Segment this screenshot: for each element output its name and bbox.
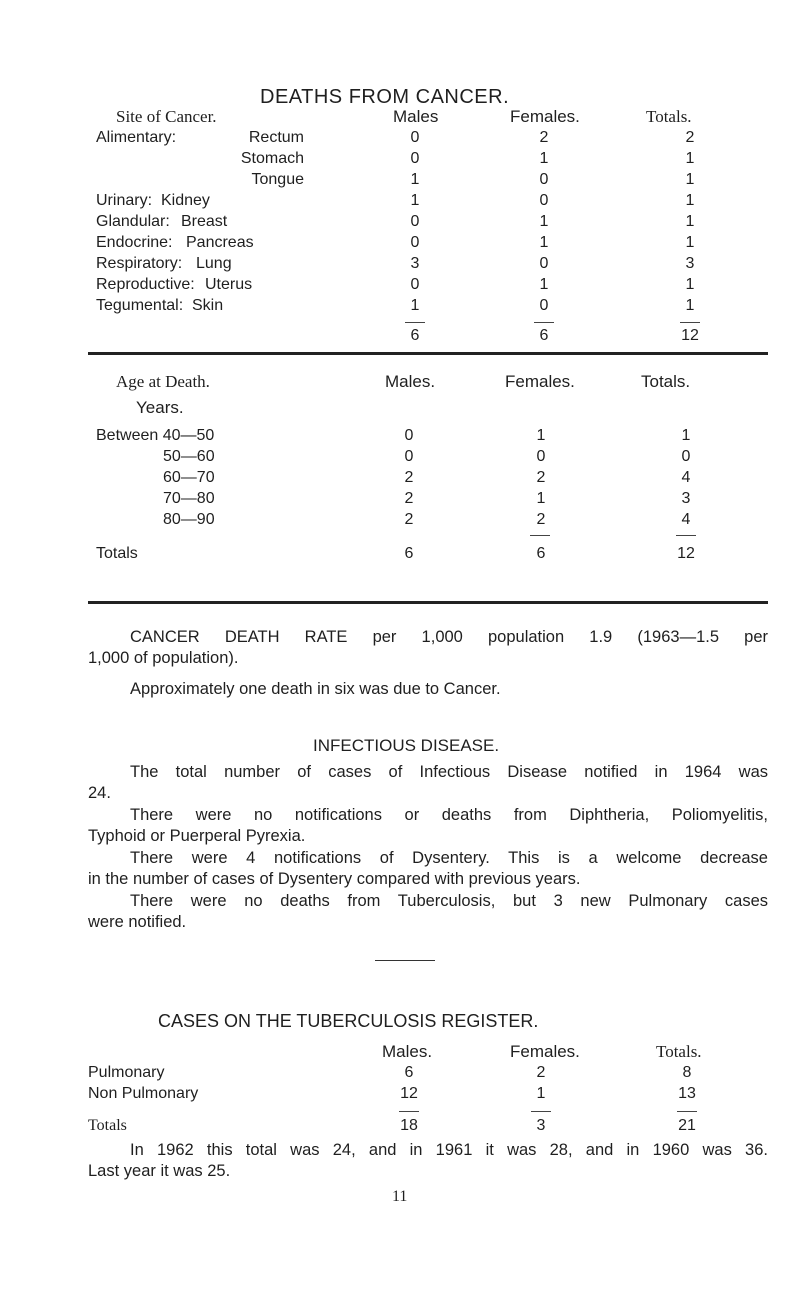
cancer-total-females: 6 bbox=[539, 327, 549, 344]
age-row-totals: 4 bbox=[681, 469, 691, 486]
cancer-row-site: Breast bbox=[181, 213, 228, 230]
cancer-row-totals: 1 bbox=[685, 150, 695, 167]
cancer-row-females: 1 bbox=[539, 150, 549, 167]
infectious-p1-line2: 24. bbox=[88, 784, 111, 802]
infectious-p3-line1: There were 4 notifications of Dysentery. This is a welcome decrease bbox=[130, 849, 768, 867]
cancer-row-site: Uterus bbox=[205, 276, 253, 293]
tb-row-label: Non Pulmonary bbox=[88, 1085, 199, 1102]
cancer-row-totals: 1 bbox=[685, 192, 695, 209]
tb-title: CASES ON THE TUBERCULOSIS REGISTER. bbox=[158, 1011, 539, 1031]
tb-note bbox=[88, 1140, 768, 1182]
age-row-females: 0 bbox=[536, 448, 546, 465]
cancer-header-totals: Totals. bbox=[646, 107, 692, 126]
section-divider bbox=[88, 601, 768, 604]
total-rule bbox=[534, 322, 554, 323]
age-row-males: 2 bbox=[404, 511, 414, 528]
cancer-total-totals: 12 bbox=[681, 327, 699, 344]
cancer-row-site: Kidney bbox=[161, 192, 210, 209]
cancer-row-totals: 1 bbox=[685, 234, 695, 251]
tb-row-totals: 13 bbox=[678, 1085, 696, 1102]
total-rule bbox=[530, 535, 550, 536]
cancer-row-females: 2 bbox=[539, 129, 549, 146]
cancer-row-totals: 3 bbox=[685, 255, 695, 272]
total-rule bbox=[531, 1111, 551, 1112]
age-total-females: 6 bbox=[536, 545, 546, 562]
cancer-row-females: 0 bbox=[539, 192, 549, 209]
age-row-totals: 3 bbox=[681, 490, 691, 507]
cancer-row-group: Alimentary: bbox=[96, 129, 177, 146]
cancer-row-males: 0 bbox=[410, 276, 420, 293]
tb-header-males: Males. bbox=[382, 1042, 433, 1061]
cancer-row-males: 0 bbox=[410, 150, 420, 167]
cancer-row-males: 1 bbox=[410, 297, 420, 314]
infectious-p1-line1: The total number of cases of Infectious Disease notified in 1964 was bbox=[130, 763, 768, 781]
tb-row-females: 2 bbox=[536, 1064, 546, 1081]
cancer-header-site: Site of Cancer. bbox=[116, 107, 217, 126]
cancer-row-group: Tegumental: bbox=[96, 297, 184, 314]
infectious-p4-line2: were notified. bbox=[88, 913, 187, 931]
total-rule bbox=[677, 1111, 697, 1112]
cancer-row-males: 3 bbox=[410, 255, 420, 272]
cancer-title: DEATHS FROM CANCER. bbox=[260, 86, 510, 108]
cancer-row-totals: 2 bbox=[685, 129, 695, 146]
cancer-row-group: Glandular: bbox=[96, 213, 170, 230]
infectious-paragraph-3 bbox=[88, 848, 768, 890]
age-total-totals: 12 bbox=[677, 545, 695, 562]
age-subheader-years: Years. bbox=[136, 398, 184, 417]
cancer-header-males: Males bbox=[393, 107, 439, 126]
cancer-row-site: Lung bbox=[196, 255, 232, 272]
tb-total-totals: 21 bbox=[678, 1117, 696, 1134]
cancer-row-males: 1 bbox=[410, 192, 420, 209]
cancer-row-females: 1 bbox=[539, 213, 549, 230]
cancer-rate-line1: CANCER DEATH RATE per 1,000 population 1.9 (1963—1.5 per bbox=[130, 628, 768, 646]
age-row-label: Between 40—50 bbox=[96, 427, 215, 444]
cancer-header-females: Females. bbox=[510, 107, 580, 126]
infectious-title: INFECTIOUS DISEASE. bbox=[313, 736, 500, 755]
age-row-females: 2 bbox=[536, 511, 546, 528]
cancer-row-group: Respiratory: bbox=[96, 255, 183, 272]
age-header-totals: Totals. bbox=[641, 372, 691, 391]
infectious-paragraph-1 bbox=[88, 762, 768, 804]
cancer-row-males: 1 bbox=[410, 171, 420, 188]
cancer-row-group: Urinary: bbox=[96, 192, 153, 209]
cancer-rate-line2: 1,000 of population). bbox=[88, 649, 239, 667]
short-divider bbox=[375, 960, 435, 961]
approx-sentence: Approximately one death in six was due to Cancer. bbox=[130, 680, 501, 698]
page-number: 11 bbox=[392, 1188, 408, 1205]
tb-row-males: 6 bbox=[404, 1064, 414, 1081]
cancer-row-females: 0 bbox=[539, 297, 549, 314]
age-row-totals: 1 bbox=[681, 427, 691, 444]
age-row-label: 80—90 bbox=[163, 511, 215, 528]
infectious-paragraph-2 bbox=[88, 805, 768, 847]
age-total-label: Totals bbox=[96, 545, 138, 562]
cancer-total-males: 6 bbox=[410, 327, 420, 344]
cancer-row-totals: 1 bbox=[685, 297, 695, 314]
age-header-label: Age at Death. bbox=[116, 372, 210, 391]
total-rule bbox=[399, 1111, 419, 1112]
tb-note-line1: In 1962 this total was 24, and in 1961 it was 28, and in 1960 was 36. bbox=[130, 1141, 768, 1159]
age-row-label: 60—70 bbox=[163, 469, 215, 486]
tb-row-label: Pulmonary bbox=[88, 1064, 165, 1081]
tb-header-totals: Totals. bbox=[656, 1042, 702, 1061]
infectious-p2-line1: There were no notifications or deaths from Diphtheria, Poliomyelitis, bbox=[130, 806, 768, 824]
age-row-totals: 4 bbox=[681, 511, 691, 528]
tb-total-females: 3 bbox=[536, 1117, 546, 1134]
tb-note-line2: Last year it was 25. bbox=[88, 1162, 231, 1180]
cancer-row-females: 0 bbox=[539, 171, 549, 188]
infectious-paragraph-4 bbox=[88, 891, 768, 933]
tb-row-females: 1 bbox=[536, 1085, 546, 1102]
cancer-row-males: 0 bbox=[410, 213, 420, 230]
cancer-row-site: Skin bbox=[192, 297, 224, 314]
infectious-p3-line2: in the number of cases of Dysentery compared with previous years. bbox=[88, 870, 581, 888]
cancer-rate-paragraph bbox=[88, 627, 768, 669]
tb-row-males: 12 bbox=[400, 1085, 418, 1102]
age-row-males: 0 bbox=[404, 448, 414, 465]
age-row-males: 2 bbox=[404, 490, 414, 507]
cancer-row-site: Tongue bbox=[251, 171, 304, 188]
cancer-row-totals: 1 bbox=[685, 276, 695, 293]
age-total-males: 6 bbox=[404, 545, 414, 562]
cancer-row-totals: 1 bbox=[685, 213, 695, 230]
age-row-label: 70—80 bbox=[163, 490, 215, 507]
age-row-males: 0 bbox=[404, 427, 414, 444]
age-row-females: 1 bbox=[536, 490, 546, 507]
cancer-row-females: 1 bbox=[539, 234, 549, 251]
total-rule bbox=[405, 322, 425, 323]
total-rule bbox=[680, 322, 700, 323]
age-row-females: 2 bbox=[536, 469, 546, 486]
total-rule bbox=[676, 535, 696, 536]
cancer-row-site: Rectum bbox=[248, 129, 304, 146]
cancer-row-site: Stomach bbox=[240, 150, 304, 167]
cancer-row-females: 0 bbox=[539, 255, 549, 272]
section-divider bbox=[88, 352, 768, 355]
age-header-males: Males. bbox=[385, 372, 436, 391]
cancer-row-totals: 1 bbox=[685, 171, 695, 188]
cancer-row-site: Pancreas bbox=[186, 234, 254, 251]
tb-total-males: 18 bbox=[400, 1117, 418, 1134]
infectious-p2-line2: Typhoid or Puerperal Pyrexia. bbox=[88, 827, 306, 845]
age-row-females: 1 bbox=[536, 427, 546, 444]
cancer-row-group: Endocrine: bbox=[96, 234, 173, 251]
age-row-totals: 0 bbox=[681, 448, 691, 465]
infectious-p4-line1: There were no deaths from Tuberculosis, but 3 new Pulmonary cases bbox=[130, 892, 768, 910]
cancer-row-group: Reproductive: bbox=[96, 276, 195, 293]
cancer-row-females: 1 bbox=[539, 276, 549, 293]
tb-total-label: Totals bbox=[88, 1117, 127, 1134]
tb-header-females: Females. bbox=[510, 1042, 580, 1061]
age-header-females: Females. bbox=[505, 372, 575, 391]
cancer-row-males: 0 bbox=[410, 129, 420, 146]
age-row-label: 50—60 bbox=[163, 448, 215, 465]
tb-row-totals: 8 bbox=[682, 1064, 692, 1081]
cancer-row-males: 0 bbox=[410, 234, 420, 251]
age-row-males: 2 bbox=[404, 469, 414, 486]
